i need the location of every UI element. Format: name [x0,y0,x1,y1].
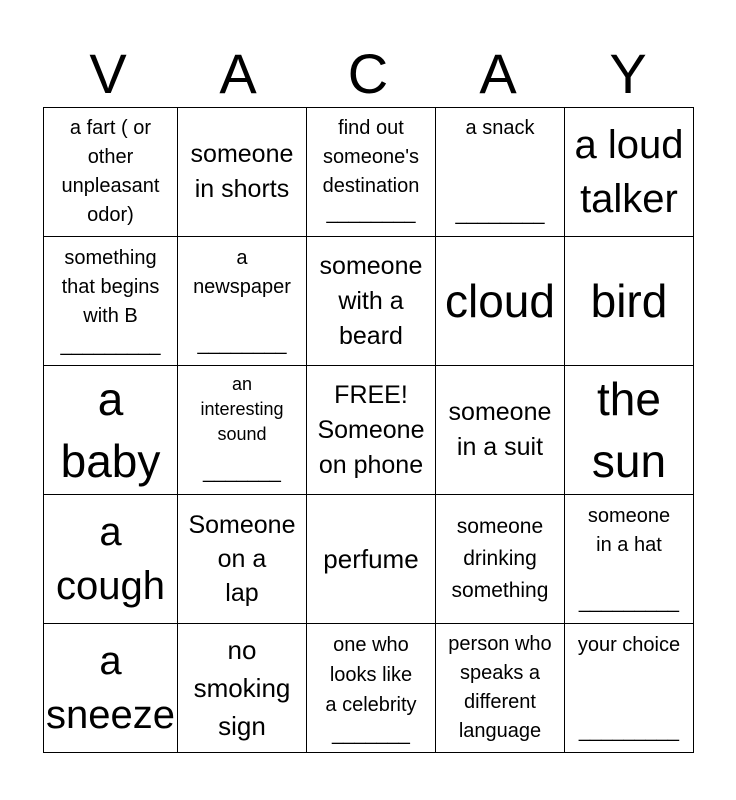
cell-text: a cough [56,510,165,608]
header-letter-y: Y [609,42,647,105]
bingo-cell[interactable] [306,366,435,495]
cell-text: a sneeze [46,639,175,737]
cell-text: Someone on a lap [188,511,296,607]
header-letter-a-2: A [479,42,517,105]
bingo-cell[interactable] [435,366,564,495]
cell-text: one who looks like a celebrity [325,633,417,716]
bingo-cell[interactable] [564,366,693,495]
answer-blank: ________ [455,202,545,225]
bingo-cell[interactable] [306,624,435,753]
cell-text: no smoking sign [193,635,291,741]
cell-text: a fart ( or other unpleasant odor) [61,117,160,226]
bingo-cell[interactable] [44,108,178,237]
answer-blank: _________ [578,719,680,742]
cell-text: someone with a beard [319,251,423,350]
cell-text: a baby [60,373,161,487]
cell-text: someone in a suit [448,398,552,461]
bingo-cell[interactable] [435,108,564,237]
answer-blank: ________ [197,332,287,355]
bingo-cell[interactable] [306,495,435,624]
bingo-cell[interactable] [44,495,178,624]
cell-text: person who speaks a different language [448,633,552,742]
bingo-cell[interactable] [306,237,435,366]
cell-text: an interesting sound [200,373,284,444]
bingo-cell[interactable] [306,108,435,237]
cell-text: a loud talker [574,123,684,221]
bingo-cell[interactable] [564,108,693,237]
bingo-cell[interactable] [177,237,306,366]
bingo-header [43,40,693,108]
cell-text: FREE! Someone on phone [317,380,425,479]
bingo-cell[interactable] [564,495,693,624]
answer-blank: _______ [332,722,410,745]
bingo-cell[interactable] [177,495,306,624]
bingo-cell[interactable] [44,366,178,495]
bingo-cell[interactable] [177,108,306,237]
cell-text: perfume [323,544,419,574]
cell-text: your choice [577,633,681,656]
answer-blank: _______ [203,460,281,483]
cell-text: bird [590,275,668,327]
cell-text: someone in shorts [190,140,294,203]
cell-text: a newspaper [193,246,291,298]
answer-blank: _________ [578,590,680,613]
cell-text: someone drinking something [451,515,549,602]
bingo-cell[interactable] [44,237,178,366]
cell-text: something that begins with B [61,246,160,327]
cell-text: find out someone's destination [322,116,420,197]
header-letter-v: V [89,42,127,105]
bingo-cell[interactable] [435,624,564,753]
cell-text: a snack [465,116,535,139]
bingo-cell[interactable] [177,366,306,495]
answer-blank: ________ [326,201,416,224]
bingo-cell[interactable] [564,237,693,366]
cell-text: someone in a hat [587,504,671,556]
answer-blank: _________ [60,333,161,356]
bingo-cell[interactable] [44,624,178,753]
bingo-cell[interactable] [177,624,306,753]
cell-text: the sun [591,373,667,487]
header-letter-a: A [219,42,257,105]
bingo-grid [43,107,694,753]
bingo-cell[interactable] [435,495,564,624]
bingo-cell[interactable] [564,624,693,753]
cell-text: cloud [445,275,555,327]
bingo-cell[interactable] [435,237,564,366]
header-letter-c: C [347,42,389,105]
